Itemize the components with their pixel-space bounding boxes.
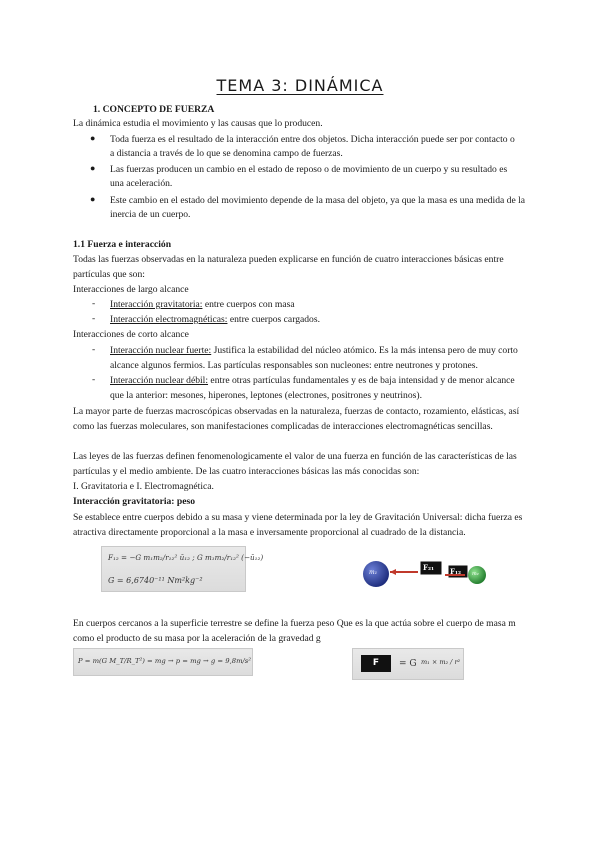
force-f21-label: F₂₁ [423, 563, 435, 572]
gravitation-formula: F₁₂ = −G m₁m₂/r₁₂² ū₁₂ ; G m₁m₂/r₁₂² (−ū₁₂) [108, 553, 264, 562]
dash-icon: - [92, 344, 96, 355]
bullet-dot-icon: ● [90, 163, 96, 173]
bullet-1-line-2: a distancia a través de lo que se denomina campo de fuerzas. [110, 148, 343, 159]
force-f12-label: F₁₂ [450, 567, 462, 576]
paragraph-1-line-2: partículas que son: [73, 269, 145, 280]
gravitation-constant: G = 6,6740⁻¹¹ Nm²kg⁻² [108, 576, 203, 585]
paragraph-2-line-1: La mayor parte de fuerzas macroscópicas observadas en la naturaleza, fuerzas de contacto, rozamiento, elásticas, así [73, 406, 520, 417]
bullet-2-line-2: una aceleración. [110, 178, 173, 189]
gravitation-formula-box [101, 546, 264, 592]
force-symbol: F [361, 655, 391, 672]
section-heading-fuerza-interaccion: 1.1 Fuerza e interacción [73, 239, 172, 250]
dash-icon: - [92, 298, 96, 309]
bullet-dot-icon: ● [90, 133, 96, 143]
force-fraction: m₁ × m₂ / r² [421, 658, 461, 666]
item-gravitatoria: Interacción gravitatoria: entre cuerpos con masa [110, 299, 295, 310]
dash-icon: - [92, 313, 96, 324]
mass-2-label: m₂ [472, 571, 479, 577]
mass-1-label: m₁ [369, 569, 378, 576]
weight-formula-box [73, 648, 253, 676]
paragraph-4-line-1: Se establece entre cuerpos debido a su masa y viene determinada por la ley de Gravitación Universal: dicha fuerza es [73, 512, 523, 523]
peso-heading: Interacción gravitatoria: peso [73, 496, 196, 507]
two-masses-diagram [360, 548, 490, 590]
item-electromagnetica: Interacción electromagnéticas: entre cuerpos cargados. [110, 314, 320, 325]
bullet-1-line-1: Toda fuerza es el resultado de la interacción entre dos objetos. Dicha interacción puede ser por contacto o [110, 134, 515, 145]
item-nuclear-debil: Interacción nuclear débil: entre otras partículas fundamentales y es de baja intensidad y de menor alcance [110, 375, 515, 386]
corto-alcance-label: Interacciones de corto alcance [73, 329, 189, 340]
section-heading-concepto: 1. CONCEPTO DE FUERZA [93, 104, 215, 115]
paragraph-3-line-1: Las leyes de las fuerzas definen fenomenologicamente el valor de una fuerza en función de las características de las [73, 451, 517, 462]
dash-icon: - [92, 374, 96, 385]
item-nuclear-fuerte-line-2: alcance algunos fermios. Las partículas responsables son nucleones: entre neutrones y protones. [110, 360, 478, 371]
item-nuclear-fuerte: Interacción nuclear fuerte: Justifica la estabilidad del núcleo atómico. Es la más intensa pero de muy corto [110, 345, 518, 356]
intro-text: La dinámica estudia el movimiento y las causas que lo producen. [73, 118, 323, 129]
paragraph-5-line-1: En cuerpos cercanos a la superficie terrestre se define la fuerza peso Que es la que actúa sobre el cuerpo de masa m [73, 618, 516, 629]
bullet-3-line-1: Este cambio en el estado del movimiento depende de la masa del objeto, ya que la masa es una medida de la [110, 195, 526, 206]
page-title: TEMA 3: DINÁMICA [216, 76, 384, 95]
bullet-3-line-2: inercia de un cuerpo. [110, 209, 191, 220]
force-formula-box [352, 648, 464, 680]
bullet-dot-icon: ● [90, 194, 96, 204]
bullet-2-line-1: Las fuerzas producen un cambio en el estado de reposo o de movimiento de un cuerpo y su resultado es [110, 164, 508, 175]
paragraph-4-line-2: atractiva directamente proporcional a la masa e inversamente proporcional al cuadrado de la distancia. [73, 527, 466, 538]
force-equals-g: = G [399, 659, 417, 669]
paragraph-2-line-2: como las fuerzas moleculares, son manifestaciones complicadas de interacciones electromagnéticas sencillas. [73, 421, 493, 432]
paragraph-5-line-2: como el producto de su masa por la aceleración de la gravedad g [73, 633, 321, 644]
paragraph-1-line-1: Todas las fuerzas observadas en la naturaleza pueden explicarse en función de cuatro interacciones básicas entre [73, 254, 504, 265]
paragraph-3-line-2: partículas y el medio ambiente. De las cuatro interacciones básicas las más conocidas son: [73, 466, 420, 477]
weight-formula: P = m(G M_T/R_T²) = mg → p = mg → g = 9,8m/s² [78, 657, 252, 665]
known-interactions: I. Gravitatoria e I. Electromagnética. [73, 481, 214, 492]
largo-alcance-label: Interacciones de largo alcance [73, 284, 189, 295]
item-nuclear-debil-line-2: que la anterior: mesones, hiperones, leptones (electrones, positrones y neutrinos). [110, 390, 422, 401]
